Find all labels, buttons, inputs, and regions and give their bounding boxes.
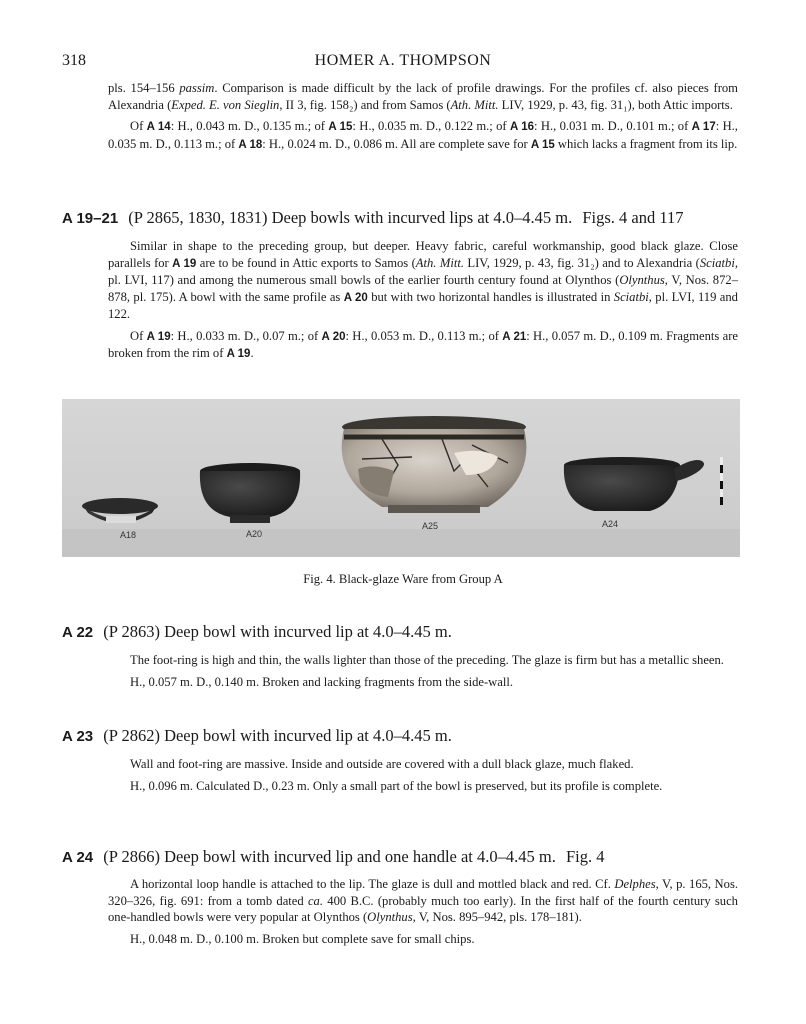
entry-paragraph: [108, 876, 738, 926]
entry-title: (P 2865, 1830, 1831) Deep bowls with incurved lips at 4.0–4.45 m.: [128, 208, 573, 227]
photo-label-a18: A18: [120, 530, 137, 540]
italic-citation: Delphes: [614, 877, 656, 891]
entry-measurements: [108, 328, 738, 363]
text-run: LIV, 1929, p. 43, fig. 31₂) and to Alexandria (: [463, 255, 700, 270]
italic-citation: Olynthus: [619, 273, 665, 287]
italic-citation: Sciatbi: [613, 289, 649, 304]
text-run: Similar in shape to the preceding group, but deeper. Heavy fabric, careful workmanship, good black glaze. Close parallels for: [108, 239, 738, 270]
entry-body-a23: [108, 756, 738, 794]
entry-body-a22: [108, 652, 738, 690]
entry-title: (P 2862) Deep bowl with incurved lip at 4.0–4.45 m.: [103, 726, 452, 745]
bowl-a20: [200, 463, 300, 523]
entry-heading-a23: [62, 726, 752, 747]
photo-label-a24: A24: [602, 519, 619, 529]
text-run: , V, p. 165, Nos. 320–326, fig. 691: from a tomb dated: [108, 877, 738, 908]
catalogue-ref: A 20: [343, 291, 368, 304]
scale-bar: [720, 457, 723, 505]
entry-title: (P 2863) Deep bowl with incurved lip at 4.0–4.45 m.: [103, 622, 452, 641]
text-run: A horizontal loop handle is attached to the lip. The glaze is dull and mottled black and red. Cf.: [130, 877, 615, 891]
entry-measurements: [108, 778, 738, 795]
catalogue-ref: A 20: [321, 330, 346, 343]
text-run: are to be found in Attic exports to Samos (: [196, 255, 416, 270]
photo-label-a20: A20: [246, 529, 263, 539]
text-run: The foot-ring is high and thin, the walls lighter than those of the preceding. The glaze is firm but has a metallic sheen.: [130, 653, 724, 667]
text-run: : H., 0.033 m. D., 0.07 m.; of: [170, 328, 322, 343]
entry-heading-a19-21: [62, 208, 752, 229]
text-run: H., 0.048 m. D., 0.100 m. Broken but complete save for small chips.: [130, 931, 475, 946]
text-run: , V, Nos. 872–878, pl. 175). A bowl with the same profile as: [108, 273, 738, 304]
text-run: pls. 154–156: [108, 81, 180, 95]
text-run: . Comparison is made difficult by the lack of profile drawings. For the profiles cf. also pieces from Alexandria (: [108, 81, 738, 112]
text-run: : H., 0.035 m. D., 0.113 m.; of: [108, 119, 738, 151]
entry-body-a19-21: [108, 238, 738, 363]
text-run: Of: [130, 119, 147, 133]
entry-heading-a22: [62, 622, 752, 643]
text-run: Of: [130, 328, 147, 343]
entry-measurements: [108, 674, 738, 691]
text-run: , V, Nos. 895–942, pls. 178–181).: [412, 910, 582, 924]
entry-figure-ref: Fig. 4: [565, 847, 605, 866]
entry-title: (P 2866) Deep bowl with incurved lip and one handle at 4.0–4.45 m.: [103, 847, 556, 866]
entry-body-a24: [108, 876, 738, 947]
text-run: : H., 0.057 m. D., 0.109 m. Fragments are broken from the rim of: [108, 328, 738, 360]
text-run: , pl. LVI, 119 and 122.: [108, 289, 738, 321]
running-head: HOMER A. THOMPSON: [314, 52, 492, 69]
text-run: : H., 0.053 m. D., 0.113 m.; of: [345, 328, 503, 343]
text-run: : H., 0.043 m. D., 0.135 m.; of: [170, 119, 329, 133]
photo-label-a25: A25: [422, 521, 439, 531]
text-run: , pl. LVI, 117) and among the numerous small bowls of the earlier fourth century found at Olynthos (: [108, 255, 739, 287]
entry-paragraph: [108, 756, 738, 773]
italic-citation: ca.: [307, 893, 323, 908]
catalogue-ref: A 16: [509, 121, 535, 133]
catalogue-ref: A 19: [226, 348, 251, 360]
pottery-photo-illustration: [62, 399, 740, 557]
entry-figure-ref: Figs. 4 and 117: [582, 208, 684, 227]
figure-photo: [62, 399, 740, 557]
text-run: Wall and foot-ring are massive. Inside and outside are covered with a dull black glaze, much flaked.: [130, 757, 634, 771]
italic-citation: Sciatbi: [699, 255, 735, 270]
catalogue-ref: A 17: [691, 121, 716, 133]
text-run: : H., 0.024 m. D., 0.086 m. All are complete save for: [262, 136, 531, 151]
entry-code: A 24: [62, 849, 94, 866]
intro-paragraph: [108, 80, 738, 113]
catalogue-ref: A 19: [146, 330, 171, 343]
catalogue-ref: A 14: [146, 121, 171, 133]
page-number: 318: [62, 52, 86, 69]
catalogue-ref: A 21: [502, 330, 527, 343]
italic-citation: Ath. Mitt.: [415, 255, 464, 270]
italic-citation: passim: [179, 81, 215, 95]
catalogue-ref: A 15: [328, 121, 353, 133]
italic-citation: Exped. E. von Sieglin: [171, 97, 280, 112]
bowl-a18: [82, 498, 158, 523]
entry-paragraph: [108, 652, 738, 669]
text-run: .: [250, 346, 254, 360]
text-run: H., 0.057 m. D., 0.140 m. Broken and lacking fragments from the side-wall.: [130, 674, 513, 689]
catalogue-ref: A 18: [238, 138, 263, 151]
intro-measurements: [108, 118, 738, 153]
italic-citation: Olynthus: [367, 910, 413, 924]
catalogue-ref: A 15: [530, 138, 555, 151]
entry-code: A 22: [62, 624, 94, 641]
figure-caption: Fig. 4. Black-glaze Ware from Group A: [303, 572, 503, 586]
text-run: : H., 0.031 m. D., 0.101 m.; of: [534, 119, 692, 133]
text-run: LIV, 1929, p. 43, fig. 31₁), both Attic imports.: [498, 97, 733, 112]
bowl-a25: [342, 416, 527, 513]
italic-citation: Ath. Mitt.: [450, 97, 499, 112]
text-run: , II 3, fig. 158₂) and from Samos (: [279, 97, 451, 112]
bowl-a24: [564, 457, 704, 511]
entry-heading-a24: [62, 847, 752, 868]
entry-code: A 19–21: [62, 210, 119, 227]
catalogue-ref: A 19: [172, 257, 197, 270]
entry-paragraph: [108, 238, 738, 323]
text-run: 400 B.C. (probably much too early). In the first half of the fourth century such one-handled bowls were very popular at Olynthos (: [108, 893, 738, 924]
text-run: H., 0.096 m. Calculated D., 0.23 m. Only a small part of the bowl is preserved, but its profile is complete.: [130, 778, 663, 793]
text-run: which lacks a fragment from its lip.: [554, 136, 738, 151]
entry-code: A 23: [62, 728, 94, 745]
intro-block: [108, 80, 738, 153]
entry-measurements: [108, 931, 738, 948]
text-run: : H., 0.035 m. D., 0.122 m.; of: [352, 119, 510, 133]
text-run: but with two horizontal handles is illustrated in: [367, 289, 614, 304]
